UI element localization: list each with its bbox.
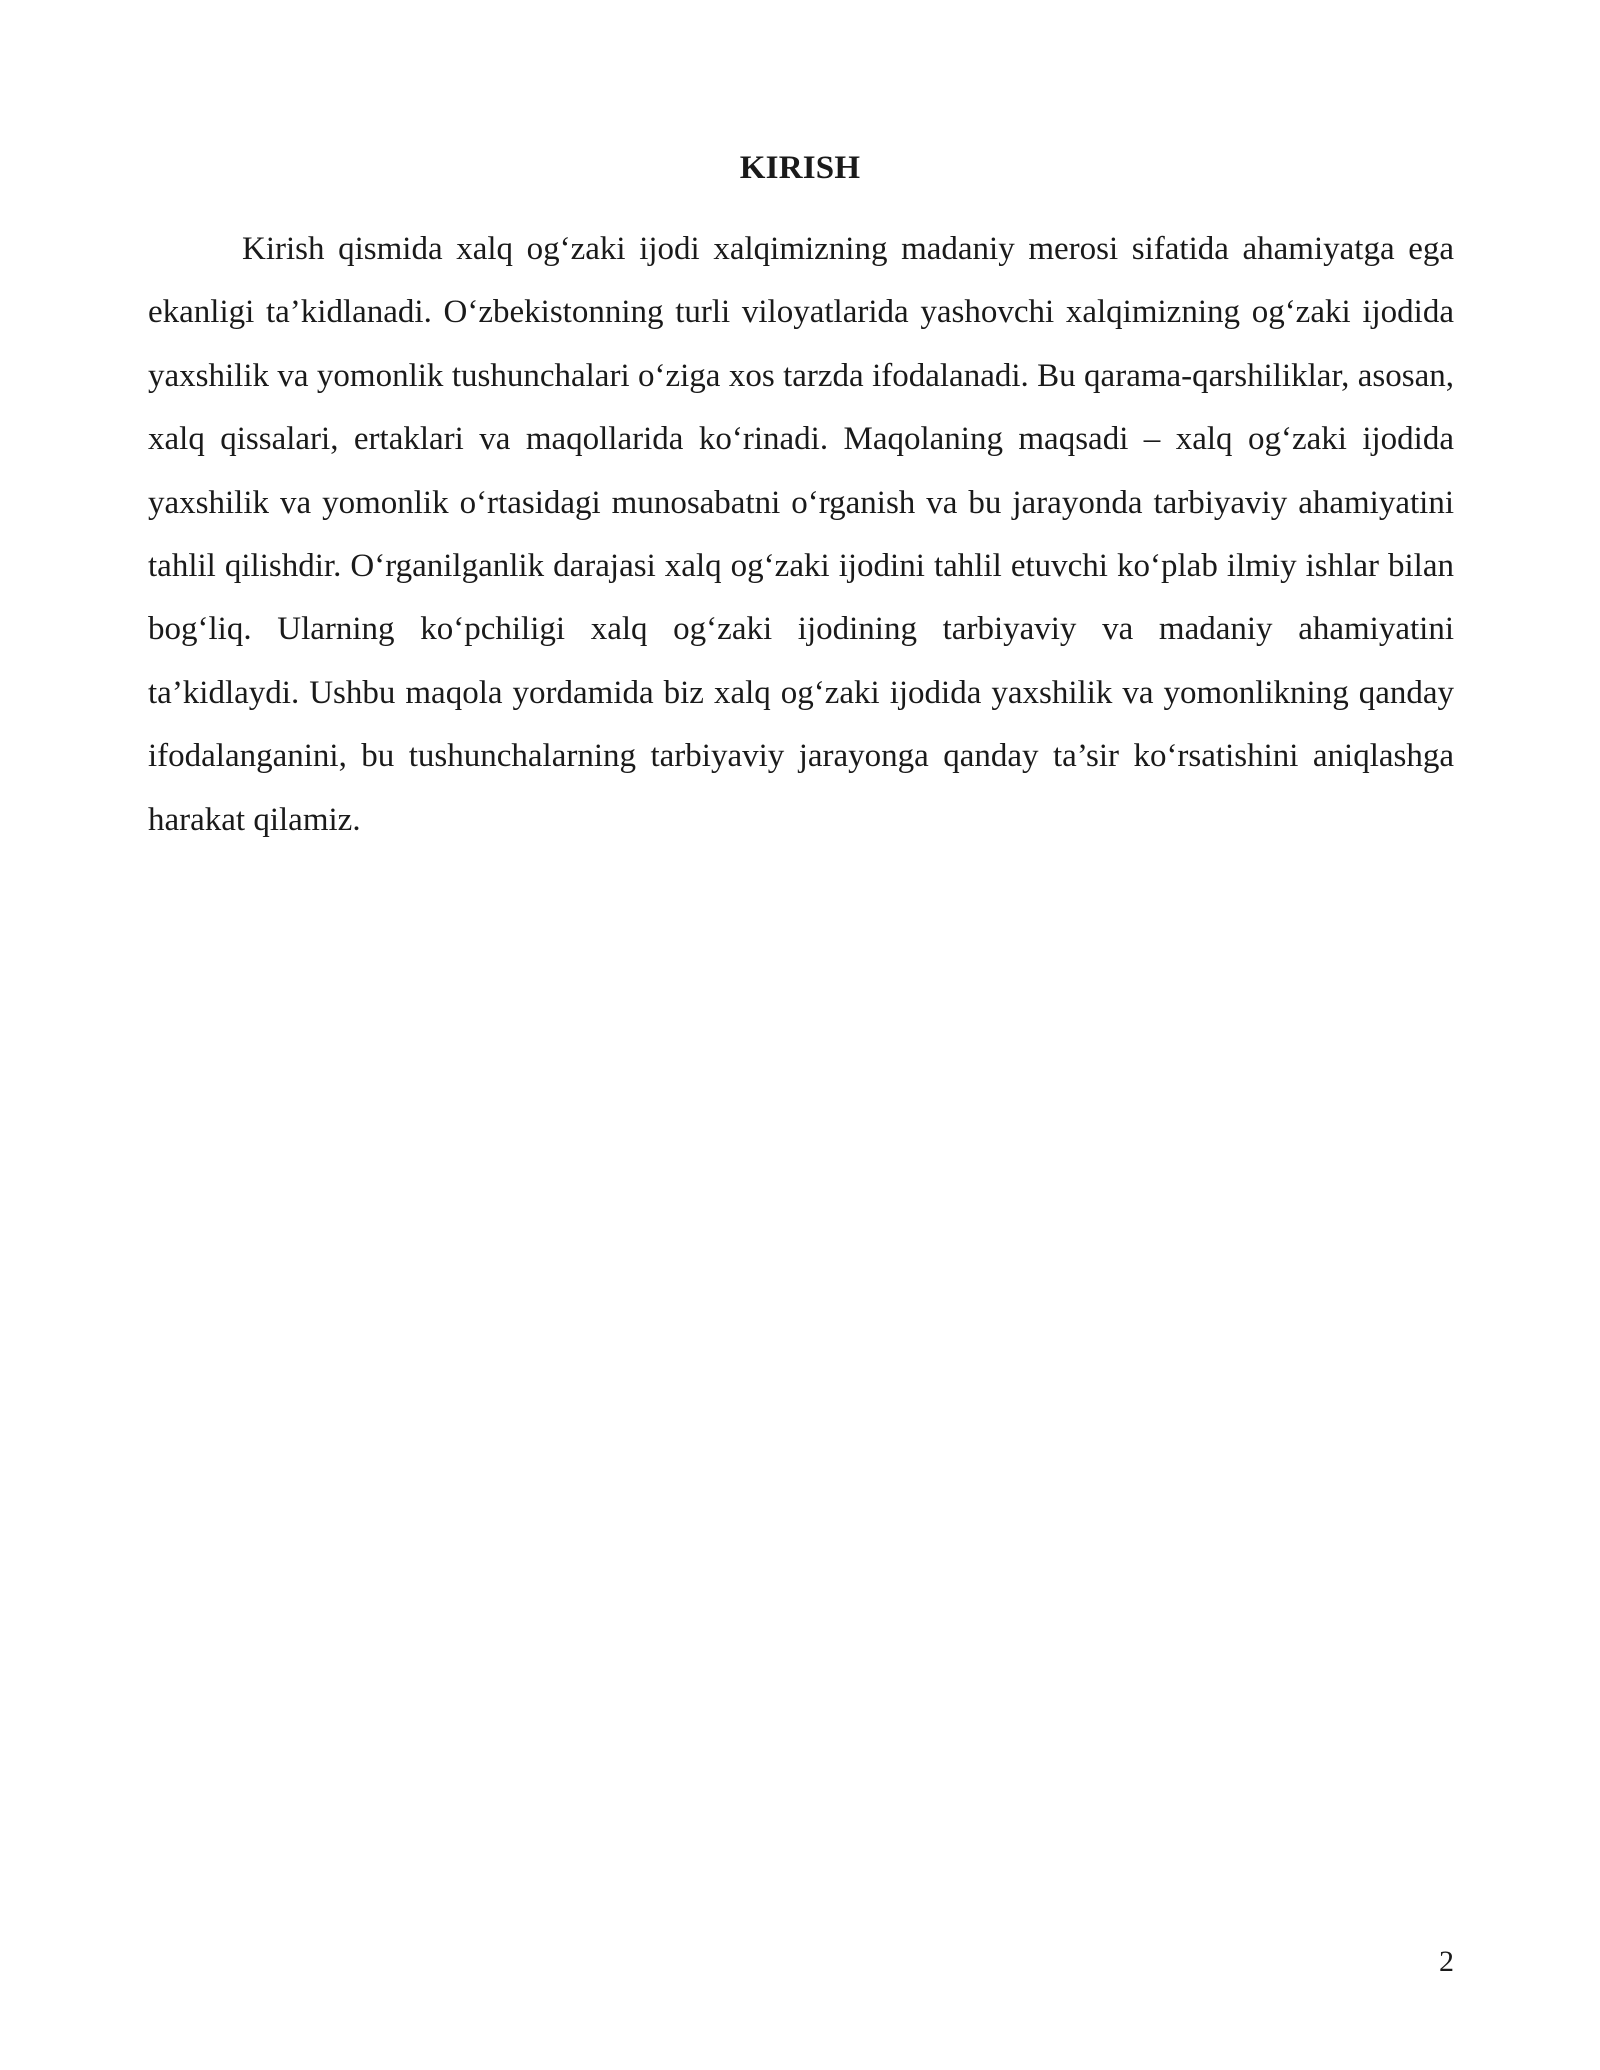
body-paragraph: Kirish qismida xalq og‘zaki ijodi xalqimizning madaniy merosi sifatida ahamiyatga ega ekanligi ta’kidlanadi. O‘zbekistonning turli viloyatlarida yashovchi xalqimizning og‘zaki ijodida yaxshilik va yomonlik tushunchalari o‘ziga xos tarzda ifodalanadi. Bu qarama-qarshiliklar, asosan, xalq qissalari, ertaklari va maqollarida ko‘rinadi. Maqolaning maqsadi – xalq og‘zaki ijodida yaxshilik va yomonlik o‘rtasidagi munosabatni o‘rganish va bu jarayonda tarbiyaviy ahamiyatini tahlil qilishdir. O‘rganilganlik darajasi xalq og‘zaki ijodini tahlil etuvchi ko‘plab ilmiy ishlar bilan bog‘liq. Ularning ko‘pchiligi xalq og‘zaki ijodining tarbiyaviy va madaniy ahamiyatini ta’kidlaydi. Ushbu maqola yordamida biz xalq og‘zaki ijodida yaxshilik va yomonlikning qanday ifodalanganini, bu tushunchalarning tarbiyaviy jarayonga qanday ta’sir ko‘rsatishini aniqlashga harakat qilamiz.	[148, 231, 1454, 838]
page-number: 2	[1439, 1945, 1454, 1978]
section-heading: KIRISH	[739, 150, 861, 186]
